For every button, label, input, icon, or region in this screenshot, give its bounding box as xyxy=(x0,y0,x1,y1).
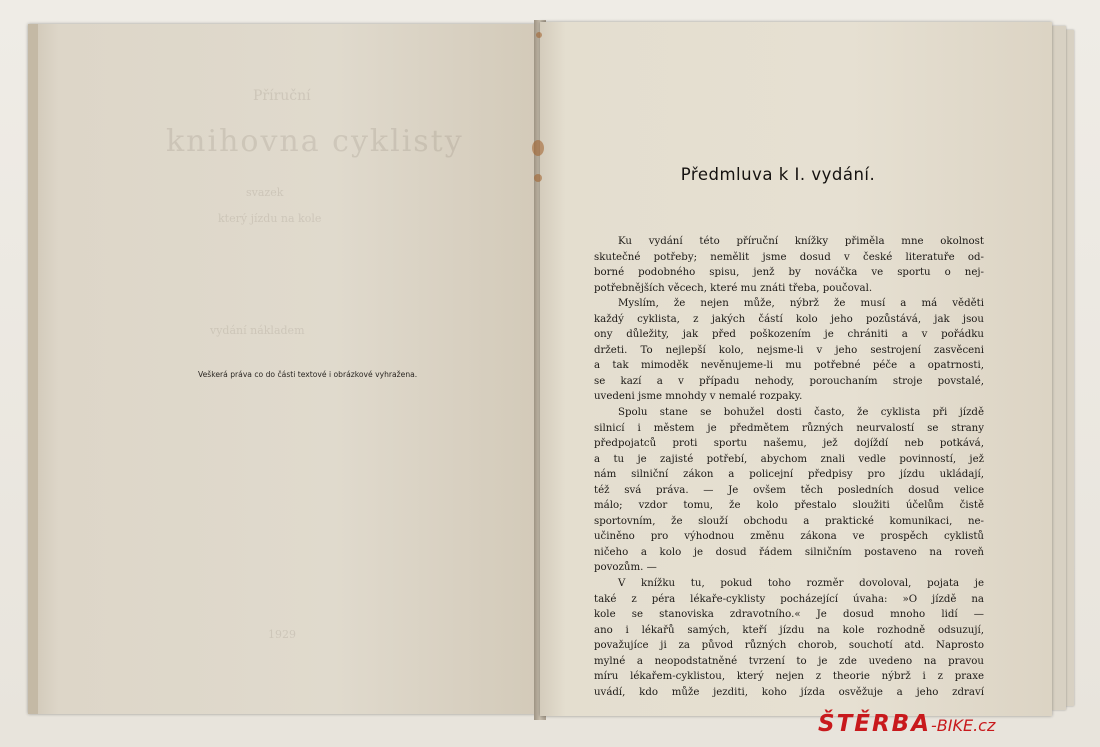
text-line: a tu je zajisté potřebí, abychom znali vedle povinností, jež xyxy=(594,453,984,465)
page-stack-edge xyxy=(1052,26,1066,710)
text-line: potřebnějších věcech, které mu znáti třeba, poučoval. xyxy=(594,282,873,294)
right-page xyxy=(540,22,1052,716)
text-line: považujíce ji za původ různých chorob, souchotí atd. Naprosto xyxy=(594,640,984,652)
text-line: každý cyklista, z jakých částí kolo jeho pozůstává, jak jsou xyxy=(594,313,984,325)
text-line: ony důležity, jak před poškozením je chrániti a v pořádku xyxy=(594,329,984,341)
text-line: ano i lékařů samých, kteří jízdu na kole rozhodně odsuzují, xyxy=(594,624,984,636)
text-line: málo; vzdor tomu, že kolo přestalo sloužiti účelům čistě xyxy=(594,500,984,512)
preface-body xyxy=(594,234,984,700)
text-line: také z péra lékaře-cyklisty pocházející úvaha: »O jízdě na xyxy=(594,593,984,605)
foxing-stain xyxy=(536,32,542,38)
text-line: též svá práva. — Je ovšem těch posledních dosud velice xyxy=(594,484,984,496)
bleed-through-line: 1929 xyxy=(268,628,296,641)
text-line: mylné a neopodstatněné tvrzení to je zde uvedeno na pravou xyxy=(594,655,984,667)
rights-notice: Veškerá práva co do části textové i obrázkové vyhražena. xyxy=(198,370,418,379)
text-line: Ku vydání této příruční knížky přiměla mne okolnost xyxy=(618,236,984,247)
text-line: nám silniční zákon a policejní předpisy pro jízdu ukládají, xyxy=(594,469,984,481)
bleed-through-line: který jízdu na kole xyxy=(218,212,322,225)
text-line: sportovním, že slouží obchodu a praktické komunikaci, ne- xyxy=(594,515,984,527)
text-line: a tak mimoděk nevěnujeme-li mu potřebné péče a opatrnosti, xyxy=(594,360,984,372)
text-line: silnicí i městem je předmětem různých neurvalostí se strany xyxy=(594,422,984,434)
text-line: učiněno pro výhodnou změnu zákona ve prospěch cyklistů xyxy=(594,531,984,543)
watermark-brand: ŠTĚRBA xyxy=(818,711,932,737)
text-line: míru lékařem-cyklistou, který nejen z theorie nýbrž i z praxe xyxy=(594,671,984,683)
bleed-through-line: Příruční xyxy=(253,88,311,104)
text-line: uvedeni jsme mnohdy v nemalé rozpaky. xyxy=(594,391,803,403)
bleed-through-line: knihovna cyklisty xyxy=(166,124,464,159)
left-page-edge xyxy=(28,24,38,714)
watermark-logo xyxy=(818,711,995,737)
text-line: V knížku tu, pokud toho rozměr dovoloval, pojata je xyxy=(618,578,984,590)
left-page xyxy=(28,24,538,714)
text-line: Spolu stane se bohužel dosti často, že cyklista při jízdě xyxy=(618,407,984,419)
page-heading: Předmluva k I. vydání. xyxy=(680,165,876,184)
text-line: borné podobného spisu, jenž by nováčka ve sportu o nej- xyxy=(594,267,984,279)
text-line: předpojatců proti sportu našemu, jež dojíždí neb potkává, xyxy=(594,438,984,450)
watermark-suffix: -BIKE.cz xyxy=(931,716,996,735)
foxing-stain xyxy=(532,140,544,156)
text-line: povozům. — xyxy=(594,562,657,574)
text-line: skutečné potřeby; nemělit jsme dosud v české literatuře od- xyxy=(594,251,984,263)
bleed-through-line: vydání nákladem xyxy=(210,324,305,337)
text-line: Myslím, že nejen může, nýbrž že musí a má věděti xyxy=(618,298,984,310)
text-line: držeti. To nejlepší kolo, nejsme-li v jeho sestrojení zasvěceni xyxy=(594,344,984,356)
text-line: ničeho a kolo je dosud řádem silničním postaveno na roveň xyxy=(594,546,984,558)
bleed-through-line: svazek xyxy=(246,186,284,199)
text-line: se kazí a v případu nehody, porouchaním stroje povstalé, xyxy=(594,375,984,387)
text-line: kole se stanoviska zdravotního.« Je dosud mnoho lidí — xyxy=(594,609,984,621)
text-line: uvádí, kdo může jezditi, koho jízda osvěžuje a jeho zdraví xyxy=(594,686,984,698)
foxing-stain xyxy=(534,174,542,182)
